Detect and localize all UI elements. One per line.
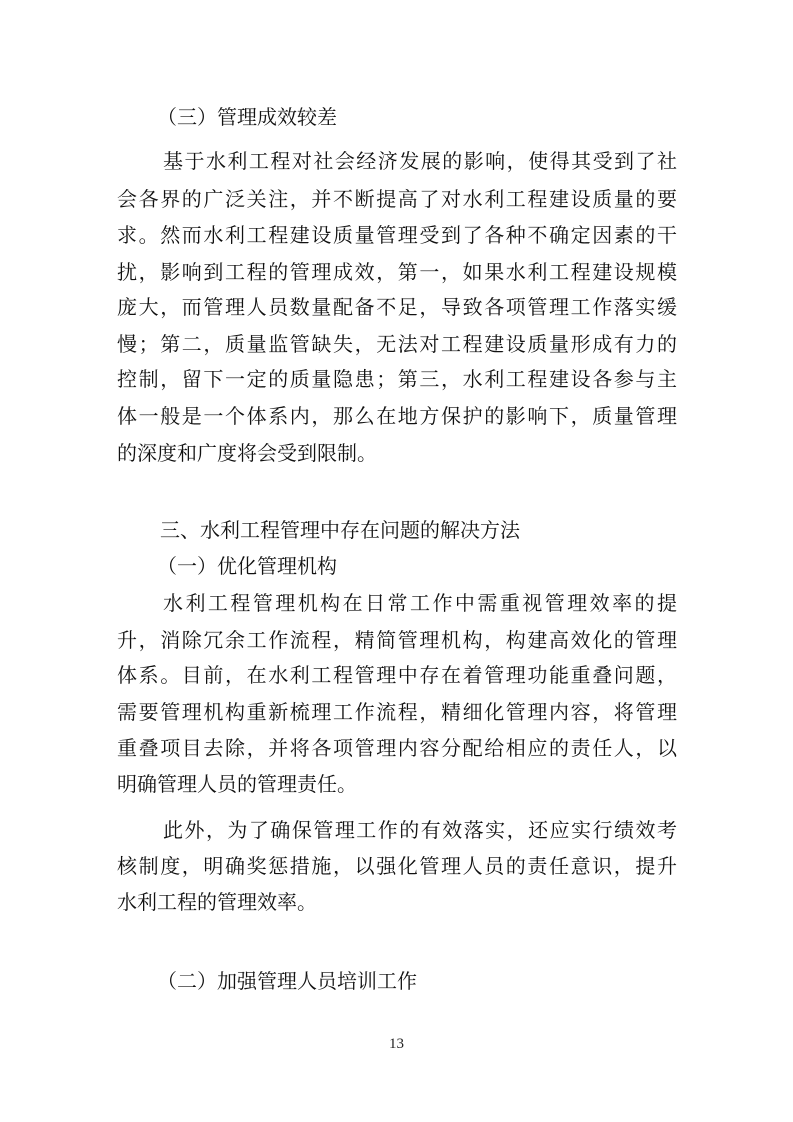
paragraph-line: 重叠项目去除，并将各项管理内容分配给相应的责任人，以 [117, 736, 677, 760]
paragraph-line: 此外，为了确保管理工作的有效落实，还应实行绩效考 [163, 818, 677, 842]
paragraph-line: 升，消除冗余工作流程，精简管理机构，构建高效化的管理 [117, 628, 677, 652]
page-number: 13 [389, 1036, 404, 1052]
paragraph-line: 的深度和广度将会受到限制。 [117, 441, 377, 465]
subsection-heading-3: （三）管理成效较差 [157, 105, 337, 129]
paragraph-line: 扰，影响到工程的管理成效，第一，如果水利工程建设规模 [117, 260, 677, 284]
subsection-heading-1: （一）优化管理机构 [157, 554, 337, 578]
section-heading-3: 三、水利工程管理中存在问题的解决方法 [160, 518, 520, 542]
paragraph-line: 控制，留下一定的质量隐患；第三，水利工程建设各参与主 [117, 367, 677, 391]
paragraph-line: 求。然而水利工程建设质量管理受到了各种不确定因素的干 [117, 223, 677, 247]
paragraph-line: 体系。目前，在水利工程管理中存在着管理功能重叠问题， [117, 663, 677, 687]
paragraph-line: 水利工程的管理效率。 [117, 890, 317, 914]
paragraph-line: 核制度，明确奖惩措施，以强化管理人员的责任意识，提升 [117, 854, 677, 878]
paragraph-line: 基于水利工程对社会经济发展的影响，使得其受到了社 [163, 149, 677, 173]
paragraph-line: 需要管理机构重新梳理工作流程，精细化管理内容，将管理 [117, 700, 677, 724]
paragraph-line: 慢；第二，质量监管缺失，无法对工程建设质量形成有力的 [117, 332, 677, 356]
paragraph-line: 会各界的广泛关注，并不断提高了对水利工程建设质量的要 [117, 187, 677, 211]
paragraph-line: 明确管理人员的管理责任。 [117, 772, 357, 796]
paragraph-line: 水利工程管理机构在日常工作中需重视管理效率的提 [163, 591, 677, 615]
paragraph-line: 体一般是一个体系内，那么在地方保护的影响下，质量管理 [117, 404, 677, 428]
subsection-heading-2: （二）加强管理人员培训工作 [157, 969, 417, 993]
paragraph-line: 庞大，而管理人员数量配备不足，导致各项管理工作落实缓 [117, 295, 677, 319]
